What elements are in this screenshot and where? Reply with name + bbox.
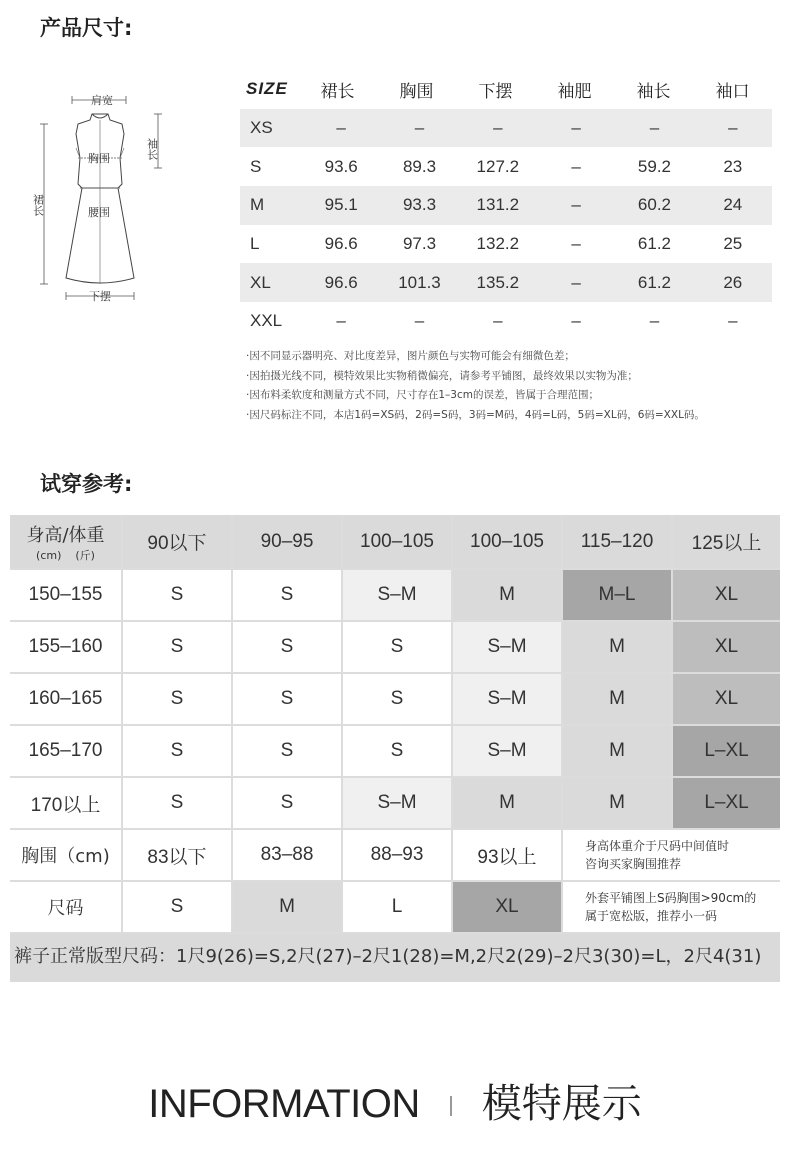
size-label: XL xyxy=(250,272,271,292)
size-value: 101.3 xyxy=(398,272,441,292)
size-value: 59.2 xyxy=(637,156,672,176)
information-cn: 模特展示 xyxy=(481,1082,642,1126)
pants-size-note: 裤子正常版型尺码：1尺9(26)=S,2尺(27)–2尺1(28)=M,2尺2(29)–2尺3(30)=L，2尺4(31) xyxy=(14,946,762,967)
size-suggestion: S–M xyxy=(343,570,451,620)
weight-header: 100–105 xyxy=(453,515,561,568)
size-value: 132.2 xyxy=(476,234,520,254)
weight-header: 90以下 xyxy=(123,515,231,568)
height-label: 160–165 xyxy=(10,674,121,724)
size-value: 135.2 xyxy=(476,272,520,292)
size-table-header-cell: 袖口 xyxy=(715,81,750,102)
diagram-chest-label: 胸围 xyxy=(88,152,110,165)
size-suggestion: S xyxy=(233,726,341,776)
height-label: 150–155 xyxy=(10,570,121,620)
size-value: L xyxy=(343,882,451,932)
size-table-row xyxy=(240,263,772,302)
size-suggestion: M–L xyxy=(563,570,671,620)
size-suggestion: S xyxy=(123,674,231,724)
size-value: – xyxy=(336,311,346,331)
size-table-header-cell: 袖肥 xyxy=(557,81,592,102)
size-suggestion: XL xyxy=(673,622,780,672)
chest-value: 93以上 xyxy=(453,830,561,880)
size-suggestion: S–M xyxy=(453,622,561,672)
product-size-title: 产品尺寸: xyxy=(40,16,133,40)
diagram-sleeve-label: 袖长 xyxy=(145,138,159,160)
size-suggestion: S xyxy=(233,570,341,620)
weight-header: 115–120 xyxy=(563,515,671,568)
size-value: XL xyxy=(453,882,561,932)
size-value: 93.6 xyxy=(324,156,358,176)
size-label: XS xyxy=(250,118,273,138)
size-value: 60.2 xyxy=(637,195,672,215)
chest-value: 83–88 xyxy=(233,830,341,880)
size-suggestion: XL xyxy=(673,570,780,620)
size-suggestion: S xyxy=(343,726,451,776)
size-value: – xyxy=(571,311,581,331)
size-table-row xyxy=(240,302,772,341)
note-line: ·因拍摄光线不同，模特效果比实物稍微偏亮，请参考平铺图，最终效果以实物为准； xyxy=(246,369,638,382)
tip-text: 外套平铺图上S码胸围>90cm的 属于宽松版，推荐小一码 xyxy=(563,882,780,932)
size-value: 97.3 xyxy=(402,234,437,254)
size-value: 23 xyxy=(723,156,743,176)
size-label: S xyxy=(250,156,262,176)
size-value: 26 xyxy=(723,272,743,292)
size-value: 95.1 xyxy=(324,195,358,215)
size-value: S xyxy=(123,882,231,932)
size-value: – xyxy=(493,311,503,331)
corner-label: 身高/体重 xyxy=(26,524,105,546)
size-label: L xyxy=(250,234,260,254)
size-suggestion: M xyxy=(563,726,671,776)
weight-header: 125以上 xyxy=(673,515,780,568)
size-table-header-cell: 胸围 xyxy=(399,81,434,102)
size-table xyxy=(240,70,772,341)
try-on-table xyxy=(10,515,780,982)
corner-units: (cm) (斤) xyxy=(36,548,95,562)
size-suggestion: S xyxy=(123,622,231,672)
size-value: 24 xyxy=(723,195,743,215)
note-line: ·因不同显示器明亮、对比度差异，图片颜色与实物可能会有细微色差； xyxy=(246,350,575,362)
size-suggestion: S–M xyxy=(453,726,561,776)
chest-value: 83以下 xyxy=(123,830,231,880)
size-table-header-cell: 袖长 xyxy=(636,81,671,102)
size-value: – xyxy=(336,118,346,138)
size-suggestion: M xyxy=(563,778,671,828)
size-value: – xyxy=(728,311,738,331)
size-suggestion: S xyxy=(343,674,451,724)
size-value: 93.3 xyxy=(402,195,437,215)
size-value: 61.2 xyxy=(637,234,672,254)
size-label: M xyxy=(250,195,265,215)
size-value: 61.2 xyxy=(637,272,672,292)
dress-diagram xyxy=(30,88,170,310)
size-value: – xyxy=(571,234,581,254)
diagram-hem-label: 下摆 xyxy=(89,290,111,303)
size-table-header-cell: 下摆 xyxy=(478,81,513,102)
note-line: ·因尺码标注不同，本店1码=XS码，2码=S码，3码=M码，4码=L码，5码=XL码，6码=XXL码。 xyxy=(246,408,705,421)
size-value: – xyxy=(571,156,581,176)
size-value: – xyxy=(728,118,738,138)
size-value: – xyxy=(571,118,581,138)
corner-cell xyxy=(10,515,121,568)
diagram-waist-label: 腰围 xyxy=(88,206,110,219)
size-value: 25 xyxy=(723,234,743,254)
size-suggestion: M xyxy=(453,778,561,828)
divider xyxy=(450,1096,452,1116)
size-value: – xyxy=(649,118,660,138)
size-value: 131.2 xyxy=(476,195,520,215)
weight-header: 90–95 xyxy=(233,515,341,568)
diagram-length-label: 裙长 xyxy=(31,194,45,216)
size-value: – xyxy=(571,272,581,292)
size-table-row xyxy=(240,109,772,148)
size-table-row xyxy=(240,147,772,186)
size-suggestion: S xyxy=(343,622,451,672)
weight-header: 100–105 xyxy=(343,515,451,568)
size-table-header-cell: 裙长 xyxy=(320,81,355,102)
size-suggestion: L–XL xyxy=(673,726,780,776)
size-suggestion: M xyxy=(453,570,561,620)
height-label: 165–170 xyxy=(10,726,121,776)
size-suggestion: S xyxy=(123,778,231,828)
size-table-row xyxy=(240,186,772,225)
size-suggestion: S xyxy=(233,778,341,828)
size-suggestion: S–M xyxy=(453,674,561,724)
size-value: – xyxy=(571,195,581,215)
size-suggestion: M xyxy=(563,622,671,672)
information-en: INFORMATION xyxy=(148,1082,420,1126)
size-suggestion: L–XL xyxy=(673,778,780,828)
size-notes xyxy=(246,347,705,425)
note-line: ·因布料柔软度和测量方式不同，尺寸存在1–3cm的误差，皆属于合理范围； xyxy=(246,389,599,401)
tip-text: 身高体重介于尺码中间值时 咨询买家胸围推荐 xyxy=(563,830,780,880)
height-label: 170以上 xyxy=(10,778,121,828)
size-suggestion: S xyxy=(123,726,231,776)
size-value: – xyxy=(414,311,425,331)
size-suggestion: S xyxy=(233,622,341,672)
chest-value: 88–93 xyxy=(343,830,451,880)
height-label: 155–160 xyxy=(10,622,121,672)
size-suggestion: M xyxy=(563,674,671,724)
chest-label: 胸围（cm) xyxy=(10,830,121,880)
try-on-title: 试穿参考: xyxy=(40,472,133,496)
size-value: 96.6 xyxy=(324,272,358,292)
size-row-label: 尺码 xyxy=(10,882,121,932)
size-table-header-cell: SIZE xyxy=(246,79,288,99)
size-suggestion: S xyxy=(233,674,341,724)
size-value: – xyxy=(414,118,425,138)
size-value: 96.6 xyxy=(324,234,358,254)
size-suggestion: XL xyxy=(673,674,780,724)
size-value: – xyxy=(493,118,503,138)
size-value: – xyxy=(649,311,660,331)
information-banner xyxy=(0,1072,790,1129)
diagram-shoulder-label: 肩宽 xyxy=(91,94,113,107)
size-table-header xyxy=(240,70,772,109)
size-label: XXL xyxy=(250,311,283,331)
size-suggestion: S–M xyxy=(343,778,451,828)
size-value: 89.3 xyxy=(402,156,437,176)
size-value: 127.2 xyxy=(476,156,520,176)
size-table-row xyxy=(240,225,772,264)
size-value: M xyxy=(233,882,341,932)
size-suggestion: S xyxy=(123,570,231,620)
